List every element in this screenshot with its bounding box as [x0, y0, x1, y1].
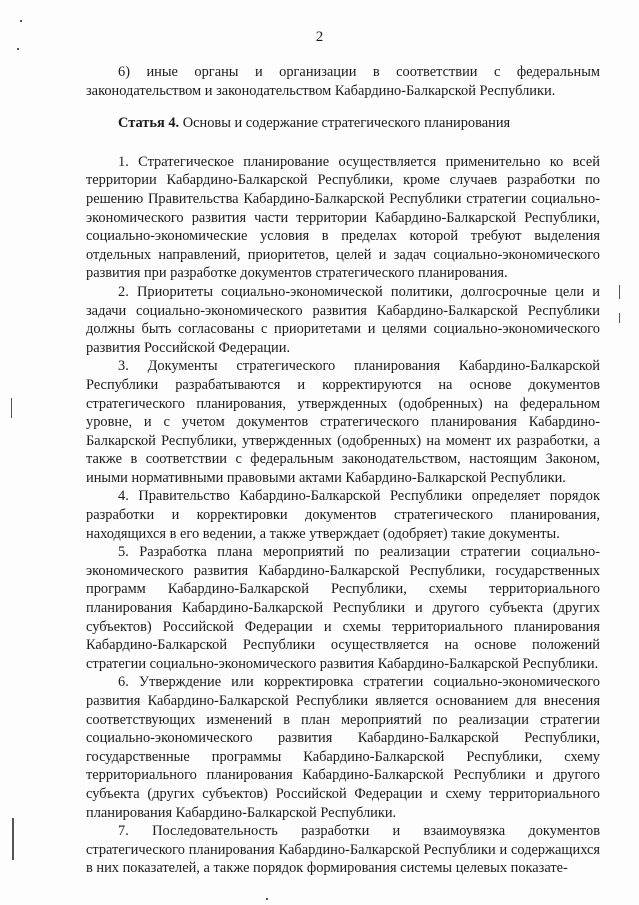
- scan-speck: [20, 20, 22, 22]
- scan-margin-line: [12, 818, 14, 860]
- document-body: [86, 63, 600, 878]
- paragraph-3: 3. Документы стратегического планирования Кабардино-Балкарской Республики разрабатываются и корректируются на основе документов стратегического планирования, утвержденных (одобренных) на федеральном уровне, и с учетом документов стратегического планирования Кабардино-Балкарской Республики, утвержденных (одобренных) на момент их разработки, а также в соответствии с федеральным законодательством, настоящим Законом, иными нормативными правовыми актами Кабардино-Балкарской Республики.: [86, 358, 600, 486]
- paragraph-6: 6. Утверждение или корректировка стратегии социально-экономического развития Кабардино-Балкарской Республики является основанием для внесения соответствующих изменений в план мероприятий по реализации стратегии социально-экономического развития Кабардино-Балкарской Республики, государственные программы Кабардино-Балкарской Республики, схему территориального планирования Кабардино-Балкарской Республики и другого субъекта (других субъектов) Российской Федерации и схему территориального планирования Кабардино-Балкарской Республики.: [86, 674, 600, 821]
- article-label: Статья 4.: [118, 115, 180, 132]
- paragraph-5: 5. Разработка плана мероприятий по реализации стратегии социально-экономического развития Кабардино-Балкарской Республики, государственных программ Кабардино-Балкарской Республики, схемы территориального планирования Кабардино-Балкарской Республики и другого субъекта (других субъектов) Российской Федерации и схемы территориального планирования Кабардино-Балкарской Республики осуществляется на основе положений стратегии социально-экономического развития Кабардино-Балкарской Республики.: [86, 544, 600, 672]
- scan-speck: [11, 398, 12, 418]
- scan-speck: [17, 48, 19, 50]
- article-heading: [86, 114, 600, 133]
- list-item-6: 6) иные органы и организации в соответствии с федеральным законодательством и законодательством Кабардино-Балкарской Республики.: [86, 64, 600, 99]
- paragraph-7: 7. Последовательность разработки и взаимоувязка документов стратегического планирования Кабардино-Балкарской Республики и содержащихся в них показателей, а также порядок формирования системы целевых показате-: [86, 823, 600, 877]
- scan-speck: [619, 285, 620, 299]
- article-title: Основы и содержание стратегического планирования: [182, 115, 511, 132]
- paragraph-1: 1. Стратегическое планирование осуществляется применительно ко всей территории Кабардино-Балкарской Республики, кроме случаев разработки по решению Правительства Кабардино-Балкарской Республики стратегии социально-экономического развития части территории Кабардино-Балкарской Республики, социально-экономические условия в пределах которой требуют выделения отдельных направлений, приоритетов, целей и задач социально-экономического развития при разработке документов стратегического планирования.: [86, 153, 600, 282]
- scan-speck: [266, 898, 268, 900]
- paragraph-4: 4. Правительство Кабардино-Балкарской Республики определяет порядок разработки и корректировки документов стратегического планирования, находящихся в его ведении, а также утверждает (одобряет) такие документы.: [86, 488, 600, 542]
- paragraph-2: 2. Приоритеты социально-экономической политики, долгосрочные цели и задачи социально-экономического развития Кабардино-Балкарской Республики должны быть согласованы с приоритетами и целями социально-экономического развития Российской Федерации.: [86, 283, 600, 356]
- scan-speck: [619, 313, 620, 323]
- page-number: 2: [315, 29, 324, 45]
